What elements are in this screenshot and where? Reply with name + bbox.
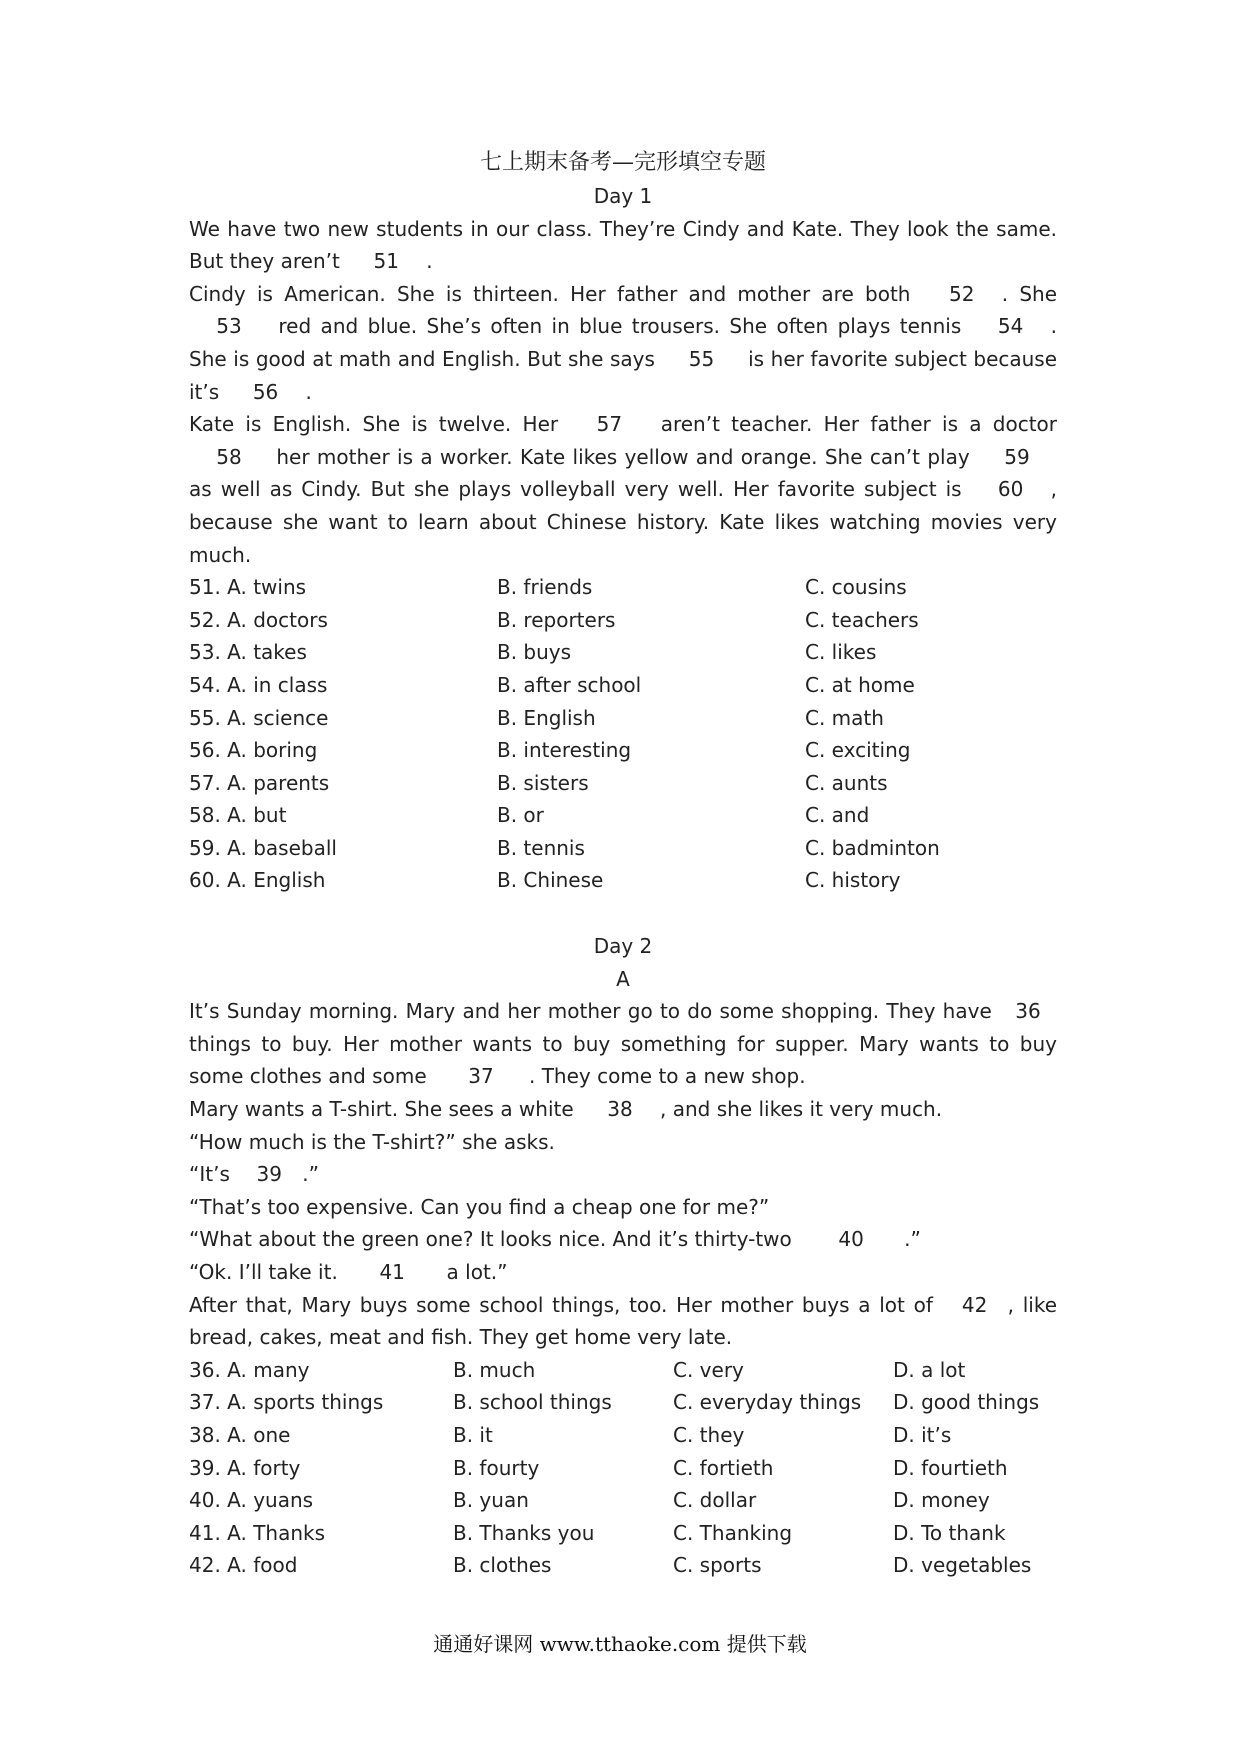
text-segment: things to buy. Her mother wants to buy something for supper. Mary wants to buy some clothes and some <box>189 1031 1057 1089</box>
document-content <box>189 147 1057 1582</box>
option-c: C. at home <box>805 672 915 697</box>
option-c: C. aunts <box>805 770 888 795</box>
option-row-59 <box>189 832 1057 865</box>
option-c: C. very <box>673 1357 744 1382</box>
option-b: B. or <box>497 803 544 828</box>
text-segment: as well as Cindy. But she plays volleyball very well. Her favorite subject is <box>189 477 962 502</box>
option-b: B. clothes <box>453 1553 552 1578</box>
option-row-38 <box>189 1419 1057 1452</box>
day1-paragraph-2 <box>189 278 1057 408</box>
blank-53: 53 <box>216 314 242 339</box>
option-c: C. they <box>673 1422 745 1447</box>
option-d: D. money <box>893 1488 990 1513</box>
option-a: 51. A. twins <box>189 575 307 600</box>
option-row-56 <box>189 734 1057 767</box>
option-c: C. likes <box>805 640 877 665</box>
text-segment: “It’s <box>189 1162 230 1187</box>
option-b: B. it <box>453 1422 493 1447</box>
option-a: 59. A. baseball <box>189 835 337 860</box>
option-row-60 <box>189 864 1057 897</box>
option-row-39 <box>189 1452 1057 1485</box>
option-a: 42. A. food <box>189 1553 298 1578</box>
option-row-57 <box>189 767 1057 800</box>
blank-57: 57 <box>596 412 623 437</box>
option-c: C. history <box>805 868 901 893</box>
option-b: B. much <box>453 1357 536 1382</box>
blank-54: 54 <box>997 314 1024 339</box>
option-d: D. vegetables <box>893 1553 1032 1578</box>
blank-56: 56 <box>252 379 279 404</box>
option-a: 39. A. forty <box>189 1455 301 1480</box>
day2-paragraph-7 <box>189 1256 1057 1289</box>
text-segment: a lot.” <box>446 1260 508 1284</box>
blank-55: 55 <box>688 346 715 371</box>
option-row-52 <box>189 604 1057 637</box>
document-title: 七上期末备考—完形填空专题 <box>479 150 766 175</box>
option-row-54 <box>189 669 1057 702</box>
blank-59: 59 <box>1004 444 1030 469</box>
option-row-41 <box>189 1517 1057 1550</box>
day2-section-label: A <box>616 966 630 991</box>
blank-60: 60 <box>997 477 1024 502</box>
blank-42: 42 <box>961 1292 988 1317</box>
text-segment: .” <box>302 1162 319 1187</box>
option-row-58 <box>189 799 1057 832</box>
blank-51: 51 <box>373 249 399 274</box>
day2-paragraph-3: “How much is the T-shirt?” she asks. <box>189 1129 555 1154</box>
section-gap <box>189 897 1057 930</box>
day2-options <box>189 1354 1057 1582</box>
blank-39: 39 <box>256 1162 282 1187</box>
option-c: C. everyday things <box>673 1390 862 1415</box>
option-d: D. a lot <box>893 1357 966 1382</box>
blank-37: 37 <box>468 1064 494 1089</box>
option-c: C. badminton <box>805 835 940 860</box>
text-segment: , like bread, cakes, meat and fish. They get home very late. <box>189 1292 1057 1350</box>
text-segment: aren’t teacher. Her father is a doctor <box>660 412 1058 437</box>
text-segment: Cindy is American. She is thirteen. Her father and mother are both <box>189 281 911 306</box>
option-row-42 <box>189 1549 1057 1582</box>
option-b: B. friends <box>497 575 593 600</box>
day2-paragraph-1 <box>189 995 1057 1093</box>
day2-paragraph-6 <box>189 1223 1057 1256</box>
day2-paragraph-2 <box>189 1093 1057 1126</box>
option-a: 60. A. English <box>189 868 326 893</box>
option-d: D. To thank <box>893 1520 1006 1545</box>
day1-heading: Day 1 <box>593 184 653 208</box>
option-row-36 <box>189 1354 1057 1387</box>
option-a: 55. A. science <box>189 705 329 730</box>
option-d: D. good things <box>893 1390 1040 1415</box>
option-row-55 <box>189 702 1057 735</box>
text-segment: . <box>426 249 433 274</box>
option-a: 37. A. sports things <box>189 1390 384 1415</box>
text-segment: It’s Sunday morning. Mary and her mother go to do some shopping. They have <box>189 999 992 1024</box>
text-segment: After that, Mary buys some school things, too. Her mother buys a lot of <box>189 1292 933 1317</box>
text-segment: red and blue. She’s often in blue trousers. She often plays tennis <box>278 314 962 339</box>
day2-paragraph-8 <box>189 1289 1057 1354</box>
day1-paragraph-3 <box>189 408 1057 571</box>
option-a: 56. A. boring <box>189 738 318 763</box>
option-b: B. sisters <box>497 770 589 795</box>
text-segment: “What about the green one? It looks nice. And it’s thirty-two <box>189 1227 792 1252</box>
option-b: B. buys <box>497 640 572 665</box>
text-segment: . She <box>1001 281 1057 306</box>
blank-52: 52 <box>948 281 975 306</box>
blank-58: 58 <box>216 444 242 469</box>
option-a: 54. A. in class <box>189 672 328 697</box>
option-a: 40. A. yuans <box>189 1488 314 1513</box>
option-c: C. teachers <box>805 607 919 632</box>
option-b: B. Thanks you <box>453 1520 595 1545</box>
option-row-40 <box>189 1484 1057 1517</box>
blank-40: 40 <box>838 1227 864 1252</box>
text-segment: We have two new students in our class. They’re Cindy and Kate. They look the same. But they aren’t <box>189 216 1057 274</box>
option-row-37 <box>189 1386 1057 1419</box>
option-d: D. it’s <box>893 1422 952 1447</box>
blank-41: 41 <box>379 1260 405 1284</box>
option-c: C. math <box>805 705 884 730</box>
option-a: 58. A. but <box>189 803 287 828</box>
option-c: C. Thanking <box>673 1520 793 1545</box>
option-b: B. reporters <box>497 607 616 632</box>
option-b: B. Chinese <box>497 868 604 893</box>
option-c: C. and <box>805 803 870 828</box>
option-c: C. dollar <box>673 1488 757 1513</box>
day2-paragraph-5: “That’s too expensive. Can you find a cheap one for me?” <box>189 1194 770 1219</box>
option-b: B. yuan <box>453 1488 529 1513</box>
option-a: 57. A. parents <box>189 770 330 795</box>
option-c: C. cousins <box>805 575 907 600</box>
text-segment: , because she want to learn about Chinese history. Kate likes watching movies very much. <box>189 477 1057 567</box>
day1-options <box>189 571 1057 897</box>
option-a: 53. A. takes <box>189 640 307 665</box>
option-a: 38. A. one <box>189 1422 291 1447</box>
option-a: 36. A. many <box>189 1357 310 1382</box>
blank-36: 36 <box>1015 999 1041 1024</box>
text-segment: is her favorite subject because it’s <box>189 346 1058 404</box>
option-b: B. school things <box>453 1390 612 1415</box>
day2-paragraph-4 <box>189 1158 1057 1191</box>
text-segment: .” <box>904 1227 921 1252</box>
option-c: C. sports <box>673 1553 762 1578</box>
text-segment: Mary wants a T-shirt. She sees a white <box>189 1097 574 1122</box>
option-b: B. tennis <box>497 835 585 860</box>
text-segment: . She is good at math and English. But she says <box>189 314 1057 371</box>
footer-source-note: 通通好课网 www.tthaoke.com 提供下载 <box>433 1632 807 1656</box>
option-row-51 <box>189 571 1057 604</box>
option-a: 41. A. Thanks <box>189 1520 326 1545</box>
option-b: B. fourty <box>453 1455 540 1480</box>
option-b: B. English <box>497 705 596 730</box>
option-c: C. fortieth <box>673 1455 774 1480</box>
text-segment: Kate is English. She is twelve. Her <box>189 412 559 437</box>
text-segment: , and she likes it very much. <box>660 1097 943 1122</box>
text-segment: her mother is a worker. Kate likes yellow and orange. She can’t play <box>276 444 970 469</box>
option-row-53 <box>189 636 1057 669</box>
day2-heading: Day 2 <box>593 934 653 959</box>
text-segment: . <box>305 379 312 404</box>
option-d: D. fourtieth <box>893 1455 1008 1480</box>
text-segment: . They come to a new shop. <box>528 1064 806 1089</box>
option-b: B. after school <box>497 672 642 697</box>
blank-38: 38 <box>607 1097 633 1122</box>
option-b: B. interesting <box>497 738 632 763</box>
day1-paragraph-1 <box>189 213 1057 278</box>
option-a: 52. A. doctors <box>189 607 328 632</box>
option-c: C. exciting <box>805 738 911 763</box>
text-segment: “Ok. I’ll take it. <box>189 1260 338 1284</box>
